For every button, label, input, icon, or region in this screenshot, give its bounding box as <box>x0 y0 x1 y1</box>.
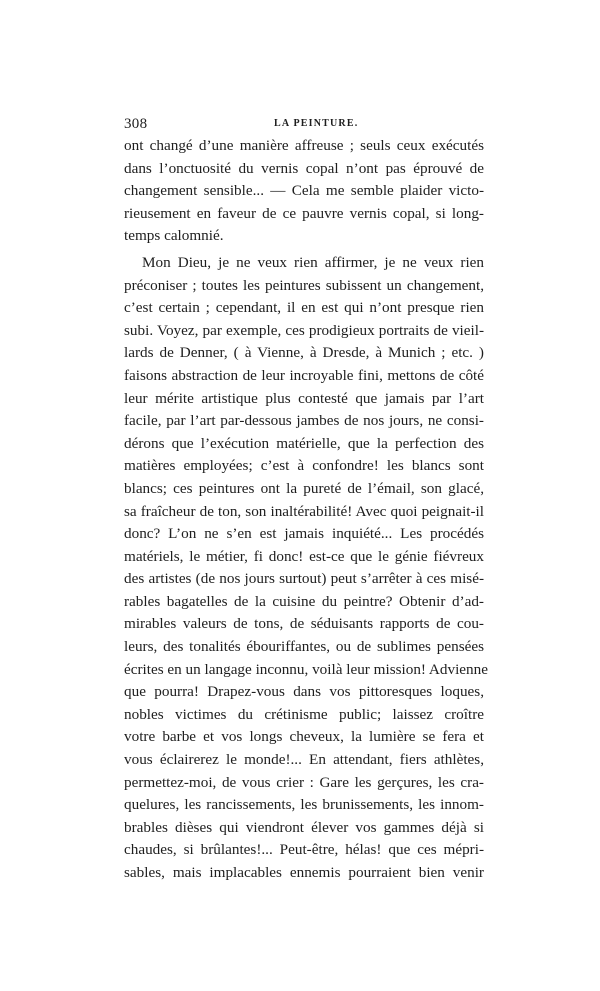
text-line: votre barbe et vos longs cheveux, la lumière se fera et <box>124 728 484 746</box>
text-line: dans l’onctuosité du vernis copal n’ont pas éprouvé de <box>124 159 484 177</box>
text-line: mirables valeurs de tons, de séduisants rapports de cou- <box>124 615 484 633</box>
page-header <box>124 116 484 134</box>
text-line: leur mérite artistique plus contesté que jamais par l’art <box>124 389 484 407</box>
text-line: changement sensible... — Cela me semble plaider victo- <box>124 182 484 200</box>
text-line: subi. Voyez, par exemple, ces prodigieux portraits de vieil- <box>124 321 484 339</box>
text-line: c’est certain ; cependant, il en est qui n’ont presque rien <box>124 299 484 317</box>
text-line: nobles victimes du crétinisme public; laissez croître <box>124 705 484 723</box>
text-line: des artistes (de nos jours surtout) peut s’arrêter à ces misé- <box>124 570 484 588</box>
text-line: blancs; ces peintures ont la pureté de l’émail, son glacé, <box>124 479 484 497</box>
text-line: faisons abstraction de leur incroyable fini, mettons de côté <box>124 366 484 384</box>
text-line: écrites en un langage inconnu, voilà leur mission! Advienne <box>124 660 488 678</box>
text-line: préconiser ; toutes les peintures subissent un changement, <box>124 276 484 294</box>
text-line: leurs, des tonalités ébouriffantes, ou de sublimes pensées <box>124 638 484 656</box>
text-line: donc? L’on ne s’en est jamais inquiété... Les procédés <box>124 525 484 543</box>
text-line: sa fraîcheur de ton, son inaltérabilité! Avec quoi peignait-il <box>124 502 484 520</box>
text-line: facile, par l’art par-dessous jambes de nos jours, ne consi- <box>124 412 484 430</box>
text-line: que pourra! Drapez-vous dans vos pittoresques loques, <box>124 683 484 701</box>
text-line: vous éclairerez le monde!... En attendant, fiers athlètes, <box>124 751 484 769</box>
running-head: LA PEINTURE. <box>274 118 359 129</box>
text-line: temps calomnié. <box>124 227 224 245</box>
text-line: dérons que l’exécution matérielle, que la perfection des <box>124 434 484 452</box>
text-line: quelures, les rancissements, les brunissements, les innom- <box>124 796 484 814</box>
text-line: matériels, le métier, fi donc! est-ce que le génie fiévreux <box>124 547 484 565</box>
text-line: sables, mais implacables ennemis pourraient bien venir <box>124 864 484 881</box>
text-line: Mon Dieu, je ne veux rien affirmer, je ne veux rien <box>142 253 484 271</box>
text-line: rieusement en faveur de ce pauvre vernis copal, si long- <box>124 204 484 222</box>
text-line: matières employées; c’est à confondre! les blancs sont <box>124 457 484 475</box>
page-number: 308 <box>124 116 148 132</box>
text-line: lards de Denner, ( à Vienne, à Dresde, à Munich ; etc. ) <box>124 344 484 362</box>
body-text <box>124 135 488 885</box>
text-line: chaudes, si brûlantes!... Peut-être, hélas! que ces mépri- <box>124 841 484 859</box>
text-line: permettez-moi, de vous crier : Gare les gerçures, les cra- <box>124 773 484 791</box>
text-line: rables bagatelles de la cuisine du peintre? Obtenir d’ad- <box>124 592 484 610</box>
text-line: brables dièses qui viendront élever vos gammes déjà si <box>124 818 484 836</box>
text-line: ont changé d’une manière affreuse ; seuls ceux exécutés <box>124 137 484 154</box>
